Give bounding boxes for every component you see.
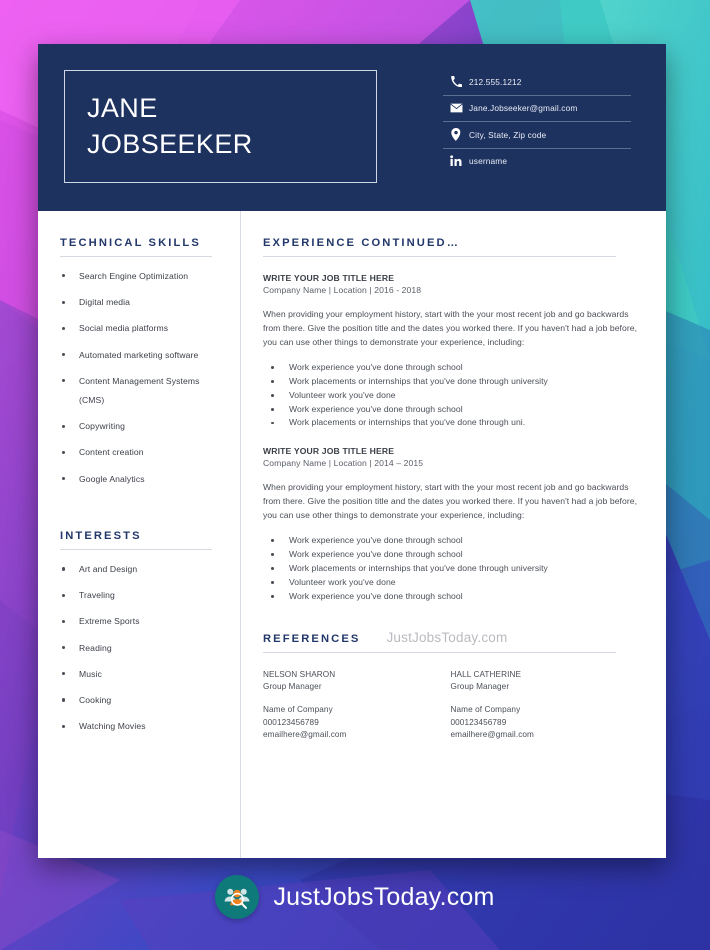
spacer	[451, 693, 639, 704]
list-item: Extreme Sports	[60, 616, 240, 628]
job-bullet-list	[263, 361, 638, 431]
reference-entry	[263, 669, 451, 741]
technical-skills-list	[60, 271, 240, 485]
list-item: Reading	[60, 643, 240, 655]
list-item: Copywriting	[60, 421, 240, 433]
contact-phone-value: 212.555.1212	[469, 76, 522, 87]
job-meta: Company Name | Location | 2014 – 2015	[263, 458, 424, 469]
reference-email: emailhere@gmail.com	[450, 729, 534, 739]
contact-list	[443, 69, 631, 174]
job-bullet-list	[263, 534, 638, 604]
technical-skills-rule	[60, 256, 212, 257]
reference-company: Name of Company	[450, 705, 521, 715]
reference-entry	[451, 669, 639, 741]
reference-company: Name of Company	[263, 705, 333, 715]
resume-card	[38, 44, 666, 858]
list-item: Work placements or internships that you've done through university	[263, 375, 638, 389]
list-item: Work placements or internships that you've done through uni.	[263, 416, 638, 430]
experience-entry	[263, 446, 638, 603]
list-item: Volunteer work you've done	[263, 576, 638, 590]
list-item: Work placements or internships that you've done through university	[263, 562, 638, 576]
references-block	[263, 630, 638, 741]
list-item: Search Engine Optimization	[60, 271, 240, 283]
references-grid	[263, 669, 638, 741]
list-item: Digital media	[60, 297, 240, 309]
references-rule	[263, 652, 616, 653]
interests-list	[60, 564, 240, 733]
experience-heading: EXPERIENCE CONTINUED…	[263, 237, 461, 249]
list-item: Watching Movies	[60, 721, 240, 733]
technical-skills-block	[60, 237, 240, 485]
resume-header	[38, 44, 666, 211]
list-item: Social media platforms	[60, 323, 240, 335]
list-item: Content creation	[60, 447, 240, 459]
list-item: Work experience you've done through school	[263, 403, 638, 417]
list-item: Work experience you've done through school	[263, 534, 638, 548]
reference-name: HALL CATHERINE	[450, 669, 522, 679]
phone-icon	[443, 76, 469, 87]
reference-role: Group Manager	[263, 682, 322, 692]
list-item: Art and Design	[60, 564, 240, 576]
contact-linkedin-value: username	[469, 156, 508, 167]
interests-rule	[60, 549, 212, 550]
contact-location-value: City, State, Zip code	[469, 129, 547, 140]
sidebar	[38, 211, 241, 858]
envelope-icon	[443, 103, 469, 113]
references-heading-row	[263, 630, 638, 652]
job-meta: Company Name | Location | 2016 - 2018	[263, 285, 422, 295]
list-item: Music	[60, 669, 240, 681]
contact-row-email[interactable]	[443, 96, 631, 123]
linkedin-icon	[443, 155, 469, 167]
reference-name: NELSON SHARON	[263, 669, 336, 679]
spacer	[263, 693, 451, 704]
job-description: When providing your employment history, start with the your most recent job and go backwards from there. Give the position title and the dates you worked there. If you haven't had a job before, you can use other things to demonstrate your experience, including:	[263, 482, 638, 521]
interests-heading: INTERESTS	[60, 530, 142, 543]
map-pin-icon	[443, 128, 469, 141]
footer-brand-text: JustJobsToday.com	[273, 882, 495, 911]
contact-row-phone[interactable]	[443, 69, 631, 96]
list-item: Google Analytics	[60, 474, 240, 486]
reference-email: emailhere@gmail.com	[263, 729, 347, 739]
job-title: WRITE YOUR JOB TITLE HERE	[263, 446, 395, 457]
list-item: Traveling	[60, 590, 240, 602]
watermark-text: JustJobsToday.com	[386, 629, 508, 645]
reference-role: Group Manager	[450, 682, 510, 692]
contact-email-value: Jane.Jobseeker@gmail.com	[469, 103, 578, 114]
contact-row-linkedin[interactable]	[443, 149, 631, 175]
main-column	[241, 211, 666, 858]
list-item: Content Management Systems	[60, 376, 240, 388]
contact-row-location[interactable]	[443, 122, 631, 149]
list-item: Automated marketing software	[60, 350, 240, 362]
list-item: Cooking	[60, 695, 240, 707]
list-item: Work experience you've done through school	[263, 590, 638, 604]
list-item: Work experience you've done through school	[263, 548, 638, 562]
name-box	[64, 70, 377, 183]
reference-phone: 000123456789	[263, 717, 319, 727]
footer-brand	[0, 866, 710, 928]
list-item-continuation: (CMS)	[79, 394, 105, 405]
job-description: When providing your employment history, start with the your most recent job and go backwards from there. Give the position title and the dates you worked there. If you haven't had a job before, you can use other things to demonstrate your experience, including:	[263, 309, 638, 347]
resume-body	[38, 211, 666, 858]
experience-rule	[263, 256, 616, 257]
last-name: JOBSEEKER	[87, 128, 253, 159]
references-heading: REFERENCES	[263, 632, 361, 645]
list-item: Volunteer work you've done	[263, 389, 638, 403]
experience-entry	[263, 273, 638, 430]
first-name: JANE	[87, 93, 158, 124]
people-search-icon	[215, 875, 259, 919]
list-item: Work experience you've done through school	[263, 361, 638, 375]
technical-skills-heading: TECHNICAL SKILLS	[60, 237, 201, 249]
job-title: WRITE YOUR JOB TITLE HERE	[263, 273, 395, 283]
interests-block	[60, 530, 240, 733]
reference-phone: 000123456789	[450, 717, 507, 727]
